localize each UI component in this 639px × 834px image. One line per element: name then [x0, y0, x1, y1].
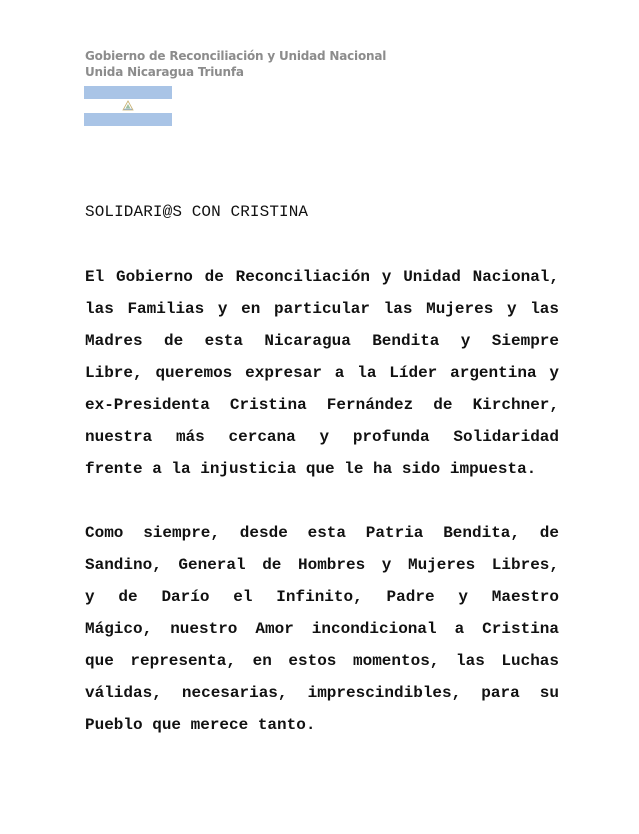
letterhead-slogan: Unida Nicaragua Triunfa — [85, 65, 244, 79]
paragraph-2 — [85, 517, 559, 741]
paragraph-line: Sandino, General de Hombres y Mujeres Libres, — [85, 556, 559, 574]
flag-top-band — [84, 86, 172, 99]
paragraph-line: Madres de esta Nicaragua Bendita y Siempre — [85, 332, 559, 350]
paragraph-line: y de Darío el Infinito, Padre y Maestro — [85, 588, 559, 606]
paragraph-line: nuestra más cercana y profunda Solidaridad — [85, 428, 559, 446]
paragraph-1 — [85, 261, 559, 485]
coat-of-arms-icon — [122, 100, 134, 112]
letterhead-government-name: Gobierno de Reconciliación y Unidad Nacional — [85, 49, 387, 63]
paragraph-line: ex-Presidenta Cristina Fernández de Kirchner, — [85, 396, 559, 414]
paragraph-line: válidas, necesarias, imprescindibles, para su — [85, 684, 559, 702]
paragraph-line: Libre, queremos expresar a la Líder argentina y — [85, 364, 559, 382]
paragraph-line: Mágico, nuestro Amor incondicional a Cristina — [85, 620, 559, 638]
flag-bottom-band — [84, 113, 172, 126]
paragraph-line: Como siempre, desde esta Patria Bendita, de — [85, 524, 559, 542]
paragraph-line: El Gobierno de Reconciliación y Unidad Nacional, — [85, 268, 559, 286]
document-title: SOLIDARI@S CON CRISTINA — [85, 203, 309, 221]
paragraph-line: frente a la injusticia que le ha sido impuesta. — [85, 460, 537, 478]
paragraph-line: que representa, en estos momentos, las Luchas — [85, 652, 559, 670]
paragraph-line: las Familias y en particular las Mujeres y las — [85, 300, 559, 318]
nicaragua-flag-icon — [84, 86, 172, 126]
letterhead — [85, 48, 386, 80]
paragraph-line: Pueblo que merece tanto. — [85, 716, 316, 734]
